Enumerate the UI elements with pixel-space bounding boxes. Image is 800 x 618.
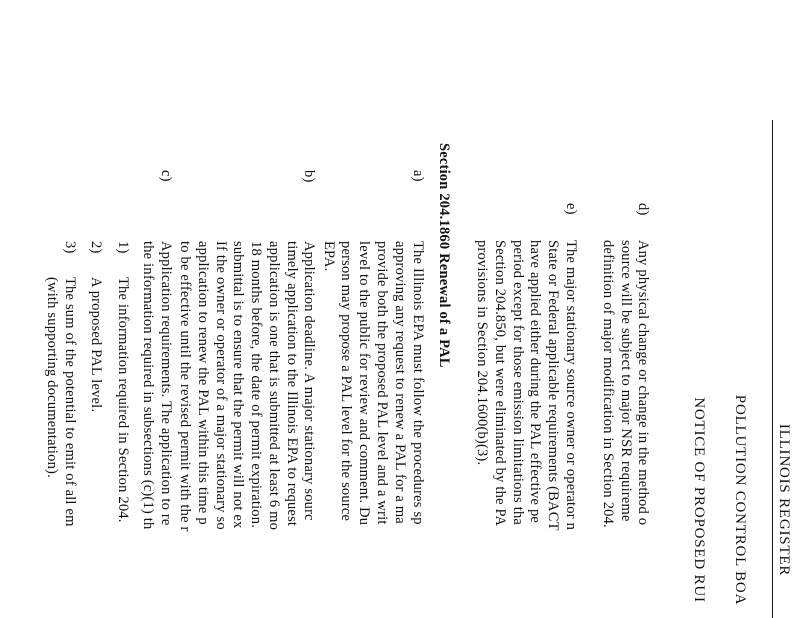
subsection-label: d) (635, 203, 651, 216)
text-line: The Illinois EPA must follow the procedures sp (410, 241, 426, 525)
item-label: 1) (115, 241, 131, 254)
section-heading: Section 204.1860 Renewal of a PAL (436, 143, 452, 368)
text-line: timely application to the Illinois EPA to request (284, 241, 300, 527)
subsection-label: e) (563, 203, 579, 215)
text-line: The major stationary source owner or operator n (563, 240, 579, 531)
text-line: application to renew the PAL within this time p (195, 241, 211, 525)
text-line: Section 204.850, but were eliminated by the PA (492, 240, 508, 527)
text-line: have applied either during the PAL effective pe (527, 240, 543, 524)
text-line: definition of major modification in Section 204. (600, 240, 616, 528)
text-line: provisions in Section 204.1600(b)(3). (474, 240, 490, 466)
text-line: State or Federal applicable requirements (BACT (545, 240, 561, 531)
text-line: The sum of the potential to emit of all em (62, 277, 78, 527)
notice-title: NOTICE OF PROPOSED RUI (691, 397, 707, 603)
item-label: 3) (62, 241, 78, 254)
text-line: period except for those emission limitations tha (510, 240, 526, 526)
text-line: approving any request to renew a PAL for a ma (392, 241, 408, 524)
text-line: to be effective until the revised permit with the r (177, 241, 193, 532)
text-line: application is one that is submitted at least 6 mo (266, 241, 282, 531)
text-line: (with supporting documentation). (44, 277, 60, 478)
text-line: person may propose a PAL level for the source (338, 241, 354, 522)
text-line: A proposed PAL level. (88, 277, 104, 413)
subsection-label: b) (301, 170, 317, 183)
text-line: level to the public for review and comment. Du (356, 241, 372, 526)
text-line: 18 months before, the date of permit expiration. (248, 241, 264, 529)
text-line: source will be subject to major NSR requireme (618, 240, 634, 522)
item-label: 2) (88, 241, 104, 254)
text-line: provide both the proposed PAL level and a writ (374, 241, 390, 525)
text-line: Any physical change or change in the method o (635, 240, 651, 526)
text-line: submittal is to ensure that the permit will not ex (230, 241, 246, 529)
subsection-label: a) (410, 170, 426, 182)
text-line: EPA. (321, 241, 337, 272)
text-line: The information required in Section 204. (115, 277, 131, 523)
text-line: the information required in subsections (c)(1) th (140, 241, 156, 530)
subsection-label: c) (158, 170, 174, 182)
header-rule (772, 120, 773, 618)
register-title: ILLINOIS REGISTER (776, 423, 792, 577)
text-line: Application requirements. The application to re (158, 241, 174, 526)
text-line: Application deadline. A major stationary sourc (301, 241, 317, 521)
text-line: If the owner or operator of a major stationary so (213, 241, 229, 530)
board-title: POLLUTION CONTROL BOA (732, 394, 748, 606)
